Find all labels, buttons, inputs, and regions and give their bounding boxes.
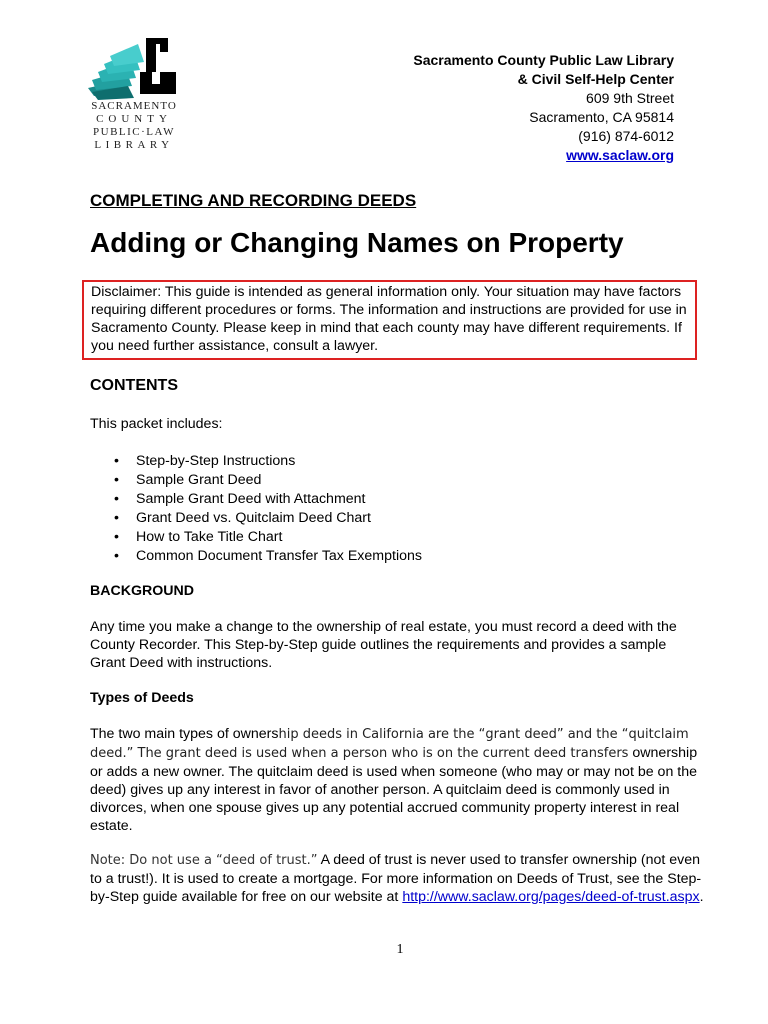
list-item bbox=[90, 452, 422, 471]
title-block bbox=[90, 189, 710, 260]
bullet-icon: • bbox=[114, 472, 119, 488]
deed-of-trust-link[interactable]: http://www.saclaw.org/pages/deed-of-trust.aspx bbox=[402, 889, 700, 905]
types-paragraph bbox=[90, 725, 710, 835]
list-item bbox=[90, 528, 422, 547]
logo-line: PUBLIC·LAW bbox=[93, 126, 175, 138]
page-number: 1 bbox=[396, 942, 404, 957]
logo-line: SACRAMENTO bbox=[91, 100, 177, 112]
background-heading: BACKGROUND bbox=[90, 583, 195, 599]
org-name: Sacramento County Public Law Library bbox=[413, 52, 674, 68]
bullet-icon: • bbox=[114, 529, 119, 545]
contents-heading: CONTENTS bbox=[90, 377, 178, 394]
logo-line: LIBRARY bbox=[94, 139, 174, 151]
list-item bbox=[90, 471, 422, 490]
bullet-icon: • bbox=[114, 491, 119, 507]
types-text-part: hip deeds in California are the “grant deed” and the “quitclaim deed.” The grant deed is used when a person who is on the current deed transfers bbox=[90, 727, 689, 761]
org-subname: & Civil Self-Help Center bbox=[517, 71, 674, 87]
note-text-part: . bbox=[699, 889, 704, 905]
list-item-label: How to Take Title Chart bbox=[136, 529, 283, 545]
logo-text bbox=[84, 100, 184, 152]
bullet-icon: • bbox=[114, 548, 119, 564]
note-paragraph bbox=[90, 851, 710, 906]
list-item bbox=[90, 490, 422, 509]
bullet-icon: • bbox=[114, 453, 119, 469]
types-text-part: The two main types of owners bbox=[90, 726, 279, 742]
list-item-label: Grant Deed vs. Quitclaim Deed Chart bbox=[136, 510, 371, 526]
logo-line: COUNTY bbox=[96, 113, 172, 125]
types-heading: Types of Deeds bbox=[90, 690, 194, 706]
address-block bbox=[413, 51, 674, 165]
contents-intro: This packet includes: bbox=[90, 416, 223, 432]
website-link[interactable]: www.saclaw.org bbox=[566, 147, 674, 163]
street-address: 609 9th Street bbox=[586, 90, 674, 106]
phone-number: (916) 874-6012 bbox=[578, 128, 674, 144]
list-item-label: Sample Grant Deed with Attachment bbox=[136, 491, 366, 507]
list-item-label: Step-by-Step Instructions bbox=[136, 453, 296, 469]
document-title: Adding or Changing Names on Property bbox=[90, 227, 624, 258]
note-text-part: Note: Do not use a “deed of trust.” bbox=[90, 853, 318, 868]
background-paragraph: Any time you make a change to the ownership of real estate, you must record a deed with the County Recorder. This Step-by-Step guide outlines the requirements and provides a sample Grant Deed with instructions. bbox=[90, 619, 677, 671]
types-text-part: ownership or adds a new owner. The quitclaim deed is used when someone (who may or may not be on the deed) gives up any interest in favor of another person. A quitclaim deed is commonly used in divorces, when one spouse gives up any potential accrued community property interest in real estate. bbox=[90, 745, 698, 834]
list-item-label: Sample Grant Deed bbox=[136, 472, 262, 488]
city-address: Sacramento, CA 95814 bbox=[529, 109, 674, 125]
document-subtitle: COMPLETING AND RECORDING DEEDS bbox=[90, 191, 417, 210]
note-text-part: A deed of trust is never used to transfer ownership (not even to a trust!). It is used to create a mortgage. For more information on Deeds of Trust, see the Step-by-Step guide available for free on our website at bbox=[90, 852, 702, 905]
list-item bbox=[90, 547, 422, 566]
list-item bbox=[90, 509, 422, 528]
disclaimer-box: Disclaimer: This guide is intended as general information only. Your situation may have factors requiring different procedures or forms. The information and instructions are provided for use in Sacramento County. Please keep in mind that each county may have different requirements. If you need further assistance, consult a lawyer. bbox=[82, 280, 697, 360]
list-item-label: Common Document Transfer Tax Exemptions bbox=[136, 548, 422, 564]
contents-list bbox=[90, 452, 422, 566]
bullet-icon: • bbox=[114, 510, 119, 526]
